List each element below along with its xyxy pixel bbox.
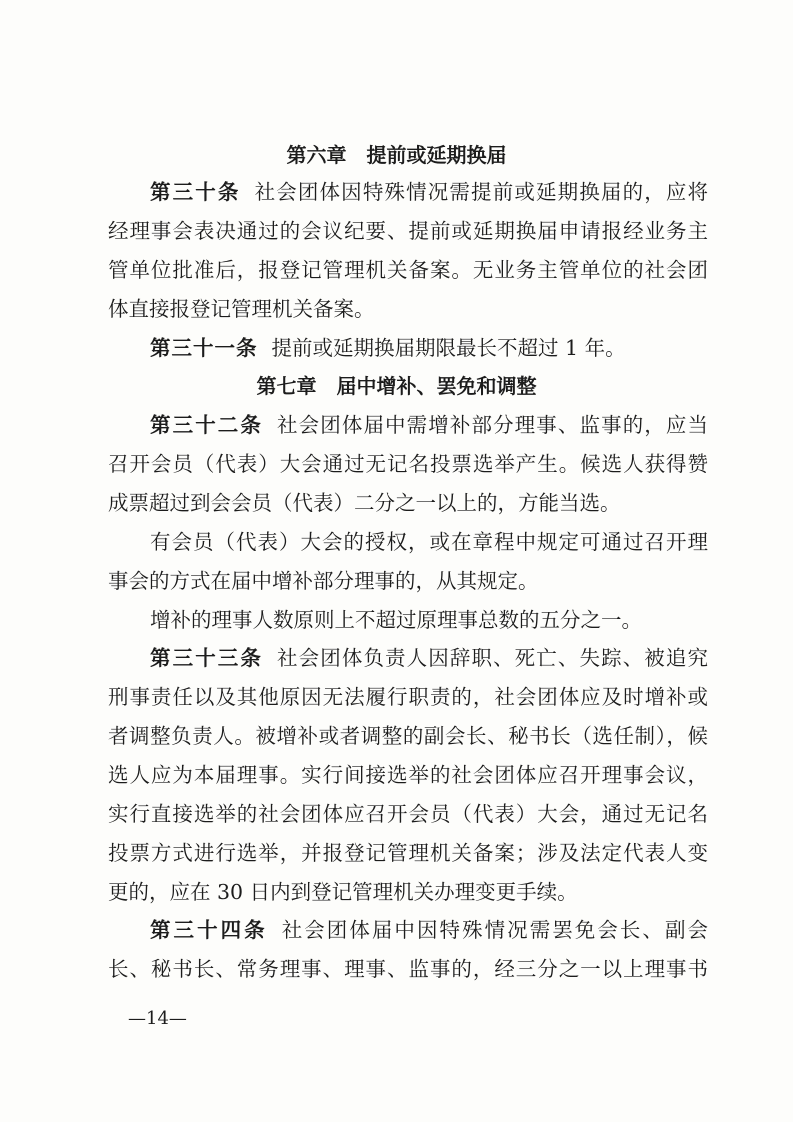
article-30-line-4: 体直接报登记管理机关备案。 (108, 297, 375, 321)
article-32-para-2-line-2: 事会的方式在届中增补部分理事的，从其规定。 (108, 569, 539, 593)
article-33-line-4: 选人应为本届理事。实行间接选举的社会团体应召开理事会议， (108, 763, 708, 787)
article-31-line-1: 第三十一条 提前或延期换届期限最长不超过 1 年。 (150, 336, 626, 360)
article-33-line-2: 刑事责任以及其他原因无法履行职责的，社会团体应及时增补或 (108, 685, 708, 709)
chapter-6-heading: 第六章 提前或延期换届 (286, 143, 507, 167)
article-32-line-1: 第三十二条 社会团体届中需增补部分理事、监事的，应当 (150, 413, 709, 437)
article-31-label: 第三十一条 (150, 336, 258, 360)
article-33-line-3: 者调整负责人。被增补或者调整的副会长、秘书长（选任制），候 (108, 724, 708, 748)
article-32-para-3-line-1: 增补的理事人数原则上不超过原理事总数的五分之一。 (150, 608, 642, 632)
article-33-line-7: 更的，应在 30 日内到登记管理机关办理变更手续。 (108, 880, 578, 904)
article-30-line-3: 管单位批准后，报登记管理机关备案。无业务主管单位的社会团 (108, 258, 708, 282)
article-33-line-1: 第三十三条 社会团体负责人因辞职、死亡、失踪、被追究 (150, 646, 709, 670)
article-32-para-2-line-1: 有会员（代表）大会的授权，或在章程中规定可通过召开理 (150, 530, 708, 554)
article-30-label: 第三十条 (150, 180, 241, 204)
article-32-label: 第三十二条 (150, 413, 264, 437)
article-33-line-5: 实行直接选举的社会团体应召开会员（代表）大会，通过无记名 (108, 802, 708, 826)
article-33-line-6: 投票方式进行选举，并报登记管理机关备案；涉及法定代表人变 (108, 841, 708, 865)
page-number: —14— (128, 1008, 187, 1029)
article-30-line-1: 第三十条 社会团体因特殊情况需提前或延期换届的，应将 (150, 180, 709, 204)
article-32-line-3: 成票超过到会会员（代表）二分之一以上的，方能当选。 (108, 491, 621, 515)
article-30-line-2: 经理事会表决通过的会议纪要、提前或延期换届申请报经业务主 (108, 219, 708, 243)
chapter-7-heading: 第七章 届中增补、罢免和调整 (256, 374, 537, 398)
article-32-line-2: 召开会员（代表）大会通过无记名投票选举产生。候选人获得赞 (108, 452, 708, 476)
article-34-line-1: 第三十四条 社会团体届中因特殊情况需罢免会长、副会 (150, 918, 709, 942)
article-33-label: 第三十三条 (150, 646, 264, 670)
article-34-label: 第三十四条 (150, 918, 268, 942)
article-34-line-2: 长、秘书长、常务理事、理事、监事的，经三分之一以上理事书 (108, 957, 708, 981)
